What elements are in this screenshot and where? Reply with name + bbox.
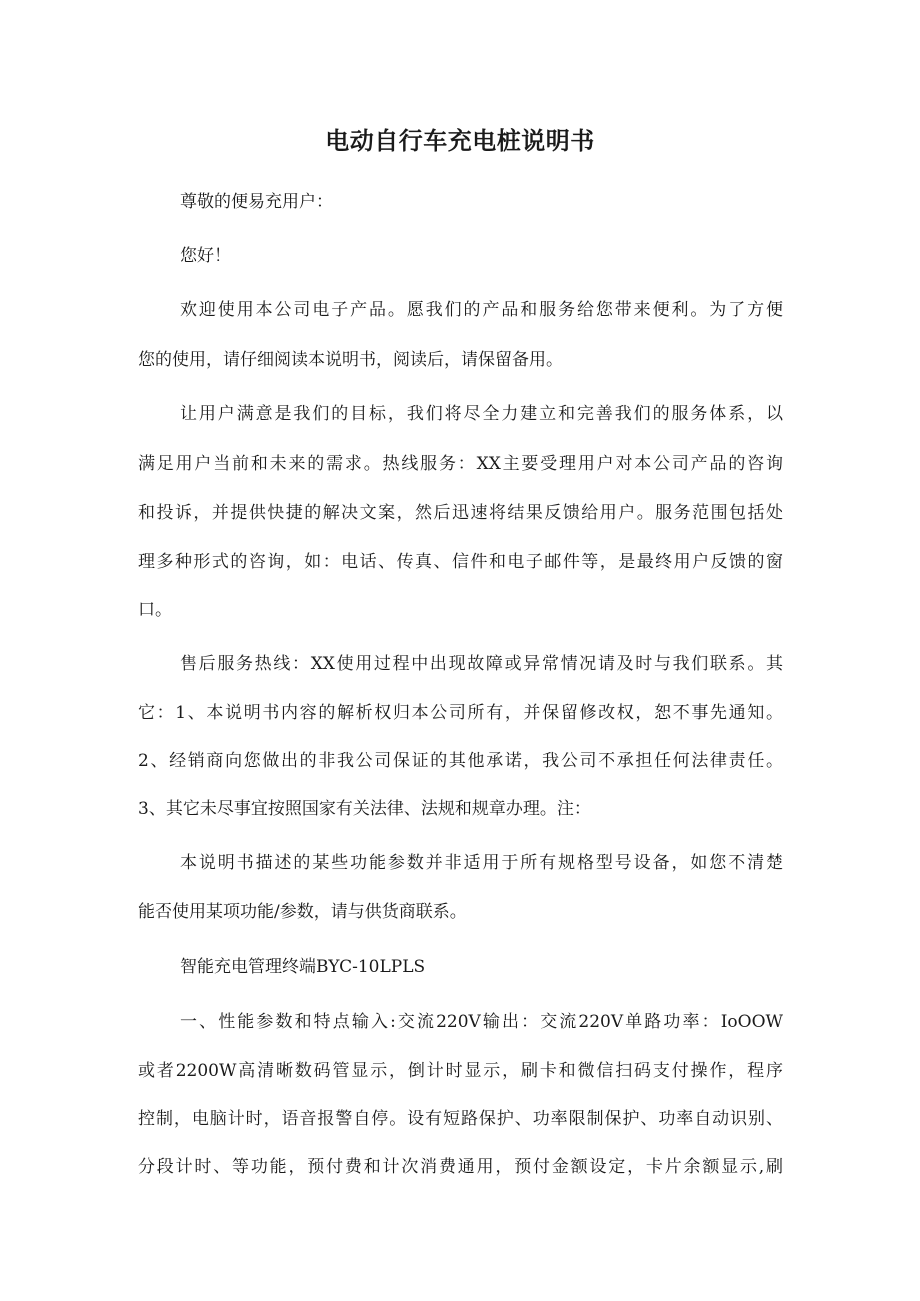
paragraph-line: 理多种形式的咨询，如：电话、传真、信件和电子邮件等，是最终用户反馈的窗 — [138, 552, 783, 572]
document-title: 电动自行车充电桩说明书 — [325, 127, 595, 155]
paragraph-line: 控制，电脑计时，语音报警自停。设有短路保护、功率限制保护、功率自动识别、 — [138, 1109, 783, 1129]
paragraph-line: 让用户满意是我们的目标，我们将尽全力建立和完善我们的服务体系，以 — [180, 404, 783, 424]
paragraph-line: 口。 — [138, 600, 172, 620]
paragraph-line: 能否使用某项功能/参数，请与供货商联系。 — [138, 902, 467, 922]
paragraph-line: 3、其它未尽事宜按照国家有关法律、法规和规章办理。注： — [138, 799, 591, 819]
paragraph-line: 分段计时、等功能，预付费和计次消费通用，预付金额设定，卡片余额显示,刷 — [138, 1157, 783, 1177]
greeting: 您好！ — [180, 246, 231, 266]
paragraph-line: 或者2200W高清晰数码管显示，倒计时显示，刷卡和微信扫码支付操作，程序 — [138, 1061, 783, 1081]
paragraph-line: 满足用户当前和未来的需求。热线服务：XX主要受理用户对本公司产品的咨询 — [138, 454, 783, 474]
paragraph-line: 和投诉，并提供快捷的解决文案，然后迅速将结果反馈给用户。服务范围包括处 — [138, 503, 783, 523]
product-name: 智能充电管理终端BYC-10LPLS — [180, 957, 426, 977]
salutation: 尊敬的便易充用户： — [180, 192, 333, 212]
paragraph-line: 欢迎使用本公司电子产品。愿我们的产品和服务给您带来便利。为了方便 — [180, 300, 783, 320]
paragraph-line: 它：1、本说明书内容的解析权归本公司所有，并保留修改权，恕不事先通知。 — [138, 703, 783, 723]
paragraph-line: 售后服务热线：XX使用过程中出现故障或异常情况请及时与我们联系。其 — [180, 654, 783, 674]
paragraph-line: 一、性能参数和特点输入:交流220V输出：交流220V单路功率：IoOOW — [180, 1012, 783, 1032]
paragraph-line: 本说明书描述的某些功能参数并非适用于所有规格型号设备，如您不清楚 — [180, 853, 783, 873]
paragraph-line: 2、经销商向您做出的非我公司保证的其他承诺，我公司不承担任何法律责任。 — [138, 751, 783, 771]
paragraph-line: 您的使用，请仔细阅读本说明书，阅读后，请保留备用。 — [138, 350, 563, 370]
